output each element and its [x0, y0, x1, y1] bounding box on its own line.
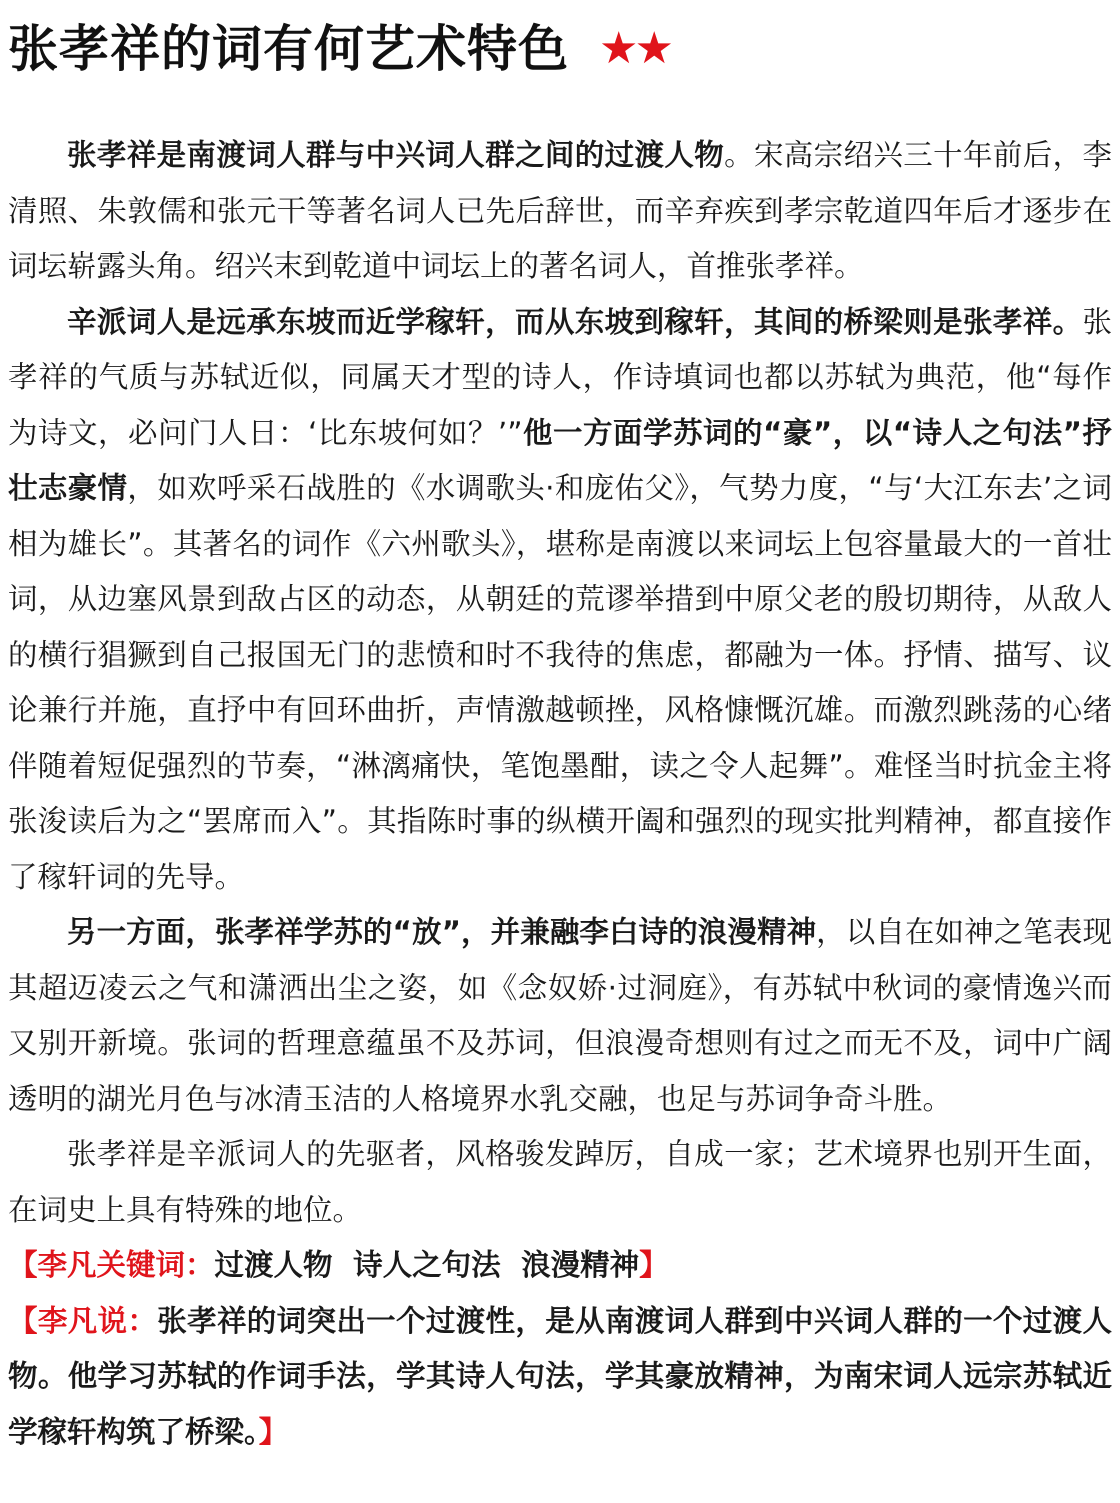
paragraph-3-lead: 另一方面，张孝祥学苏的“放”，并兼融李白诗的浪漫精神 [67, 915, 817, 949]
paragraph-2-text-a: 张孝祥的气质与苏轼近似，同属天才型的诗人，作诗填词也都以苏轼为典范，他“每作为诗文，必问门人日：‘比东坡何如？’” [8, 304, 1112, 450]
title-row [8, 14, 1112, 84]
keywords-close-bracket: 】 [639, 1248, 669, 1282]
paragraph-2 [8, 295, 1112, 906]
paragraph-4 [8, 1127, 1112, 1238]
page-title: 张孝祥的词有何艺术特色 [8, 20, 569, 78]
paragraph-2-emphasis: 他一方面学苏词的“豪”，以“诗人之句法”抒壮志豪情 [8, 415, 1112, 505]
paragraph-1-lead: 张孝祥是南渡词人群与中兴词人群之间的过渡人物 [67, 138, 725, 172]
comment-close-bracket: 】 [258, 1414, 289, 1449]
paragraph-1-text: 。宋高宗绍兴三十年前后，李清照、朱敦儒和张元干等著名词人已先后辞世，而辛弃疾到孝宗乾道四年后才逐步在词坛崭露头角。绍兴末到乾道中词坛上的著名词人，首推张孝祥。 [8, 138, 1112, 283]
comment-label: 李凡说： [37, 1303, 158, 1338]
comment-text: 张孝祥的词突出一个过渡性，是从南渡词人群到中兴词人群的一个过渡人物。他学习苏轼的作词手法，学其诗人句法，学其豪放精神，为南宋词人远宗苏轼近学稼轩构筑了桥梁。 [8, 1303, 1112, 1449]
star-rating-icon: ★★ [599, 23, 670, 74]
paragraph-3 [8, 905, 1112, 1127]
keywords-label: 李凡关键词： [37, 1248, 215, 1282]
keywords-open-bracket: 【 [8, 1248, 38, 1282]
keywords-text: 过渡人物 诗人之句法 浪漫精神 [214, 1248, 640, 1282]
keywords-block [8, 1238, 1112, 1294]
paragraph-3-text: ，以自在如神之笔表现其超迈凌云之气和潇洒出尘之姿，如《念奴娇·过洞庭》，有苏轼中秋词的豪情逸兴而又别开新境。张词的哲理意蕴虽不及苏词，但浪漫奇想则有过之而无不及，词中广阔透明的湖光月色与冰清玉洁的人格境界水乳交融，也足与苏词争奇斗胜。 [8, 915, 1112, 1116]
comment-block [8, 1294, 1112, 1461]
paragraph-4-text: 张孝祥是辛派词人的先驱者，风格骏发踔厉，自成一家；艺术境界也别开生面，在词史上具有特殊的地位。 [8, 1137, 1112, 1227]
article-body [8, 128, 1112, 1460]
paragraph-1 [8, 128, 1112, 295]
paragraph-2-text-b: ，如欢呼采石战胜的《水调歌头·和庞佑父》，气势力度，“与‘大江东去’之词相为雄长”。其著名的词作《六州歌头》，堪称是南渡以来词坛上包容量最大的一首壮词，从边塞风景到敌占区的动态，从朝廷的荒谬举措到中原父老的殷切期待，从敌人的横行猖獗到自己报国无门的悲愤和时不我待的焦虑，都融为一体。抒情、描写、议论兼行并施，直抒中有回环曲折，声情激越顿挫，风格慷慨沉雄。而激烈跳荡的心绪伴随着短促强烈的节奏，“淋漓痛快，笔饱墨酣，读之令人起舞”。难怪当时抗金主将张浚读后为之“罢席而入”。其指陈时事的纵横开阖和强烈的现实批判精神，都直接作了稼轩词的先导。 [8, 471, 1112, 894]
comment-open-bracket: 【 [8, 1303, 38, 1338]
paragraph-2-lead: 辛派词人是远承东坡而近学稼轩，而从东坡到稼轩，其间的桥梁则是张孝祥。 [67, 304, 1083, 339]
